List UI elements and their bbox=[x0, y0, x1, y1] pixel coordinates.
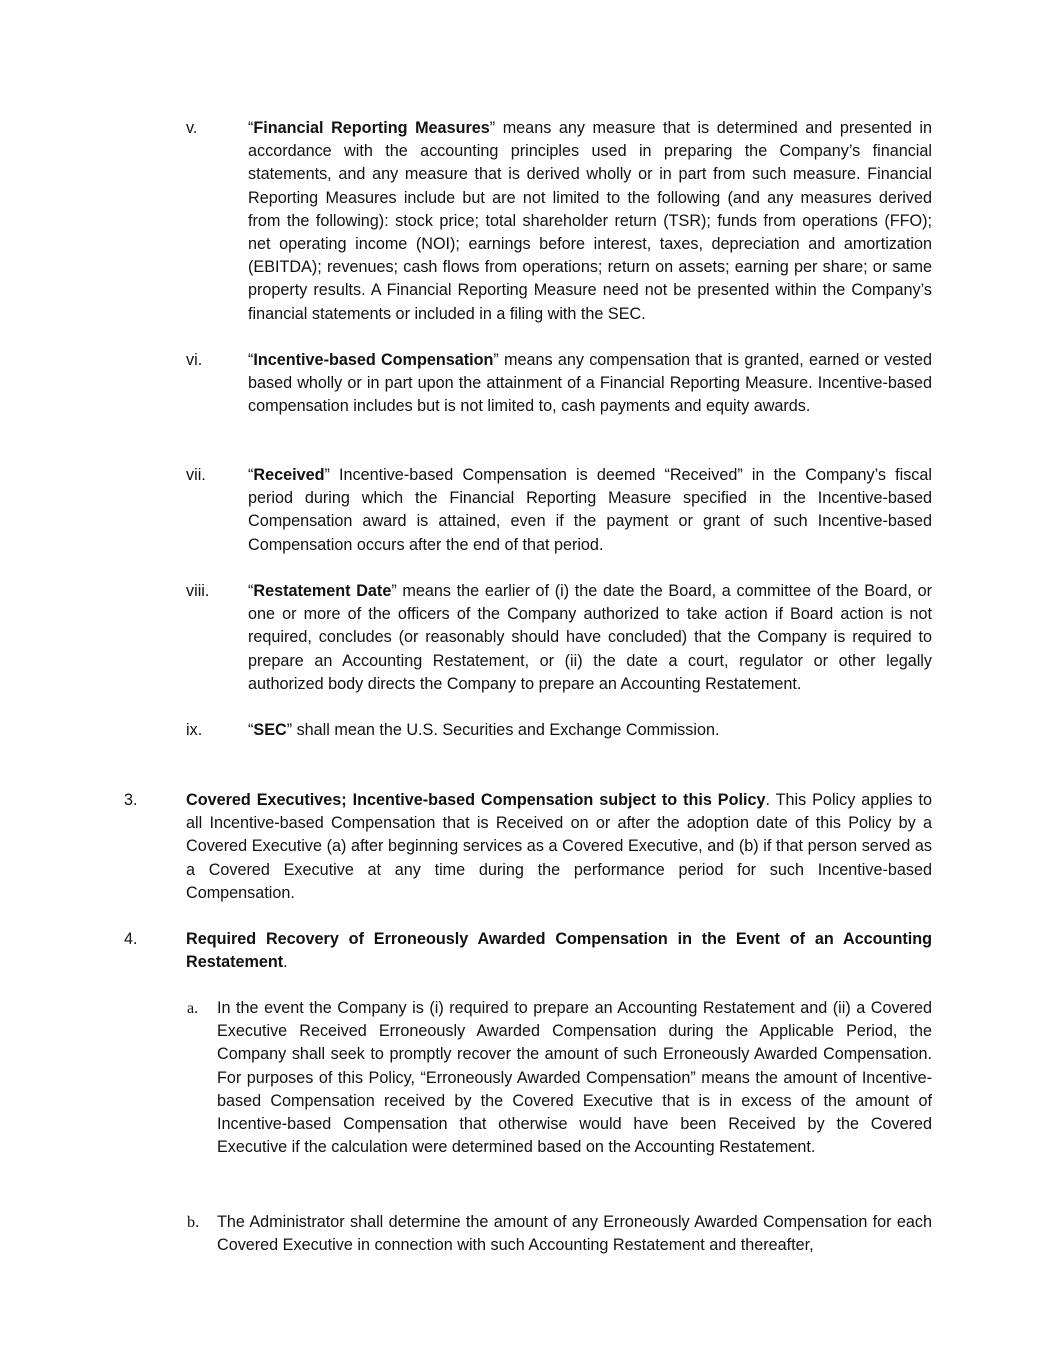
defined-term: Restatement Date bbox=[253, 582, 392, 600]
definition-text: ” Incentive-based Compensation is deemed “Received” in the Company’s fiscal period during which the Financial Reporting Measure specified in the Incentive-based Compensation award is attained, even if the payment or grant of such Incentive-based Compensation occurs after the end of that period. bbox=[248, 466, 932, 554]
section-body bbox=[186, 928, 932, 974]
subsection-text: In the event the Company is (i) required to prepare an Accounting Restatement and (ii) a Covered Executive Received Erroneously Awarded Compensation during the Applicable Period, the Company shall seek to promptly recover the amount of such Erroneously Awarded Compensation. For purposes of this Policy, “Erroneously Awarded Compensation” means the amount of Incentive-based Compensation received by the Covered Executive that is in excess of the amount of Incentive-based Compensation that otherwise would have been Received by the Covered Executive if the calculation were determined based on the Accounting Restatement. bbox=[217, 999, 932, 1157]
section-heading: Required Recovery of Erroneously Awarded Compensation in the Event of an Accounting Restatement bbox=[186, 930, 932, 972]
defined-term: Received bbox=[253, 466, 325, 484]
section-number: 3. bbox=[124, 791, 138, 809]
definition-number: ix. bbox=[186, 721, 203, 739]
definition-number: vi. bbox=[186, 351, 203, 369]
definition-body: “Restatement Date” means the earlier of (i) the date the Board, a committee of the Board, or one or more of the officers of the Company authorized to take action if Board action is not required, concludes (or reasonably should have concluded) that the Company is required to prepare an Accounting Restatement, or (ii) the date a court, regulator or other legally authorized body directs the Company to prepare an Accounting Restatement. bbox=[248, 582, 932, 693]
definition-item bbox=[186, 117, 932, 326]
definition-item bbox=[186, 349, 932, 419]
section-text: . bbox=[283, 953, 288, 972]
definition-body: “Received” Incentive-based Compensation is deemed “Received” in the Company’s fiscal period during which the Financial Reporting Measure specified in the Incentive-based Compensation award is attained, even if the payment or grant of such Incentive-based Compensation occurs after the end of that period. bbox=[248, 466, 932, 554]
definition-text: ” means any compensation that is granted, earned or vested based wholly or in part upon the attainment of a Financial Reporting Measure. Incentive-based compensation includes but is not limited to, cash payments and equity awards. bbox=[248, 351, 933, 416]
section-item bbox=[124, 928, 932, 974]
defined-term: Financial Reporting Measures bbox=[253, 119, 490, 137]
section-item bbox=[124, 789, 932, 905]
definition-text: ” shall mean the U.S. Securities and Exchange Commission. bbox=[286, 721, 720, 739]
section-heading: Covered Executives; Incentive-based Compensation subject to this Policy bbox=[186, 791, 766, 809]
section-number: 4. bbox=[124, 930, 138, 948]
defined-term: Incentive-based Compensation bbox=[253, 351, 494, 369]
definition-item bbox=[186, 719, 932, 742]
definition-item bbox=[186, 580, 932, 696]
definition-number: v. bbox=[186, 119, 198, 137]
section-body bbox=[186, 789, 932, 905]
definition-body: “Incentive-based Compensation” means any compensation that is granted, earned or vested based wholly or in part upon the attainment of a Financial Reporting Measure. Incentive-based compensation includes but is not limited to, cash payments and equity awards. bbox=[248, 351, 933, 416]
section-text: . This Policy applies to all Incentive-based Compensation that is Received on or after the adoption date of this Policy by a Covered Executive (a) after beginning services as a Covered Executive, and (b) if that person served as a Covered Executive at any time during the performance period for such Incentive-based Compensation. bbox=[186, 791, 932, 902]
defined-term: SEC bbox=[253, 721, 287, 739]
definition-body: “Financial Reporting Measures” means any measure that is determined and presented in accordance with the accounting principles used in preparing the Company’s financial statements, and any measure that is derived wholly or in part from such measure. Financial Reporting Measures include but are not limited to the following (and any measures derived from the following): stock price; total shareholder return (TSR); funds from operations (FFO); net operating income (NOI); earnings before interest, taxes, depreciation and amortization (EBITDA); revenues; cash flows from operations; return on assets; earning per share; or same property results. A Financial Reporting Measure need not be presented within the Company’s financial statements or included in a filing with the SEC. bbox=[248, 119, 932, 323]
subsection-item bbox=[187, 1211, 932, 1257]
subsection-item bbox=[187, 997, 932, 1159]
definition-body: “SEC” shall mean the U.S. Securities and Exchange Commission. bbox=[248, 721, 720, 739]
definition-number: vii. bbox=[186, 466, 206, 484]
subsection-letter: b. bbox=[187, 1213, 200, 1231]
definition-number: viii. bbox=[186, 582, 210, 600]
definition-text: ” means the earlier of (i) the date the Board, a committee of the Board, or one or more of the officers of the Company authorized to take action if Board action is not required, concludes (or reasonably should have concluded) that the Company is required to prepare an Accounting Restatement, or (ii) the date a court, regulator or other legally authorized body directs the Company to prepare an Accounting Restatement. bbox=[248, 582, 932, 693]
definition-text: ” means any measure that is determined and presented in accordance with the accounting principles used in preparing the Company’s financial statements, and any measure that is derived wholly or in part from such measure. Financial Reporting Measures include but are not limited to the following (and any measures derived from the following): stock price; total shareholder return (TSR); funds from operations (FFO); net operating income (NOI); earnings before interest, taxes, depreciation and amortization (EBITDA); revenues; cash flows from operations; return on assets; earning per share; or same property results. A Financial Reporting Measure need not be presented within the Company’s financial statements or included in a filing with the SEC. bbox=[248, 119, 932, 323]
subsection-text: The Administrator shall determine the amount of any Erroneously Awarded Compensation for each Covered Executive in connection with such Accounting Restatement and thereafter, bbox=[217, 1213, 932, 1255]
subsection-letter: a. bbox=[187, 999, 199, 1017]
definition-item bbox=[186, 464, 932, 557]
